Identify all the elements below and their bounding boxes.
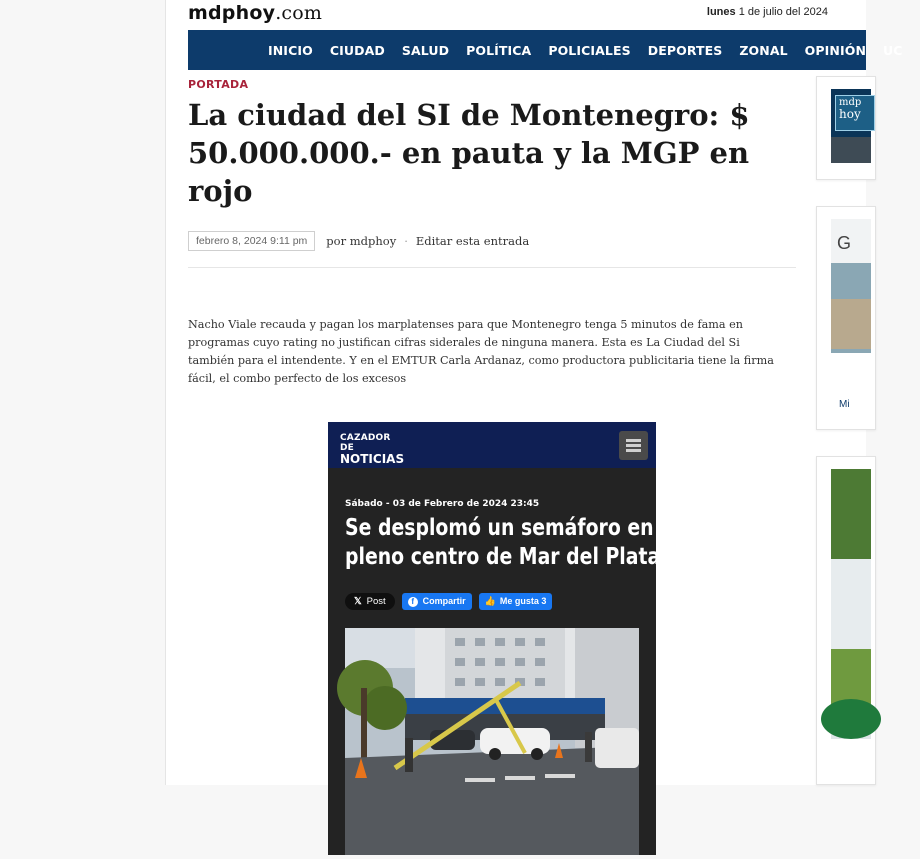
date-day: lunes [706,6,736,18]
facebook-icon: f [408,597,418,607]
publish-date: febrero 8, 2024 9:11 pm [188,231,315,251]
page [166,0,903,785]
ad-2-caption: Mi [839,399,850,410]
logo-tld: .com [275,2,323,24]
date-rest: 1 de julio del 2024 [735,6,828,18]
main-nav [188,30,903,70]
nav-item-salud[interactable]: SALUD [401,42,450,58]
meta-divider [188,267,796,268]
x-post-label: Post [366,596,386,607]
sidebar-ad-2[interactable] [816,206,876,430]
sidebar-ad-3[interactable] [816,456,876,785]
top-bar [188,0,866,30]
nav-item-zonal[interactable]: ZONAL [739,42,788,58]
site-logo[interactable] [188,2,322,24]
ad-2-image [831,219,871,419]
embed-timestamp: Sábado - 03 de Febrero de 2024 23:45 [345,499,540,509]
nav-item-ciudad[interactable]: CIUDAD [329,42,385,58]
logo-bold: mdp [188,2,236,24]
current-date [707,6,828,18]
x-icon: 𝕏 [354,596,362,607]
facebook-share-label: Compartir [422,596,466,606]
facebook-like-label: Me gusta 3 [499,596,547,606]
hamburger-menu-icon [619,431,648,460]
sidebar-ad-1[interactable] [816,76,876,180]
ad-2-letter: G [837,233,852,253]
nav-item-inicio[interactable]: INICIO [268,42,313,58]
embed-header [328,422,656,468]
embed-headline [345,514,661,572]
article-title: La ciudad del SI de Montenegro: $ 50.000.000.- en pauta y la MGP en rojo [188,98,750,208]
article-category[interactable]: PORTADA [188,78,249,91]
nav-item-politica[interactable]: POLÍTICA [466,42,532,58]
embed-logo [340,433,406,466]
embed-logo-line1: CAZADOR DE [340,433,391,453]
logo-rest: hoy [235,2,276,24]
embed-headline-line2: pleno centro de Mar del Plata [345,544,661,570]
x-post-button [345,593,395,610]
embedded-news-screenshot [328,422,661,855]
embed-headline-line1: Se desplomó un semáforo en [345,515,654,541]
article-author[interactable]: por mdphoy [326,234,397,248]
left-gutter [0,0,166,785]
edit-entry-link[interactable]: Editar esta entrada [415,234,530,248]
thumbs-up-icon: 👍 [484,596,496,606]
ad-1-text-2: hoy [839,107,861,121]
embed-logo-line2: NOTICIAS [340,452,405,466]
ad-1-image [831,89,871,163]
fallen-traffic-light-photo [345,628,639,855]
ad-1-text-1: mdp [839,97,862,108]
nav-item-opinion[interactable]: OPINIÓN [804,42,867,58]
article-meta [188,230,529,252]
embed-social-buttons [345,593,552,610]
facebook-like-button [479,593,553,610]
meta-separator: · [404,234,408,248]
article-excerpt: Nacho Viale recauda y pagan los marplatenses para que Montenegro tenga 5 minutos de fama en programas cuyo rating no justifican cifras siderales de ninguna manera. Esta es La Ciudad del Si también para el intendente. Y en el EMTUR Carla Ardanaz, como productora publicitaria tiene la firma fácil, el combo perfecto de los excesos [188,318,774,385]
nav-item-deportes[interactable]: DEPORTES [647,42,723,58]
ad-3-image [831,469,871,739]
nav-item-policiales[interactable]: POLICIALES [548,42,631,58]
nav-item-more[interactable]: UC [883,42,903,58]
facebook-share-button [402,593,472,610]
